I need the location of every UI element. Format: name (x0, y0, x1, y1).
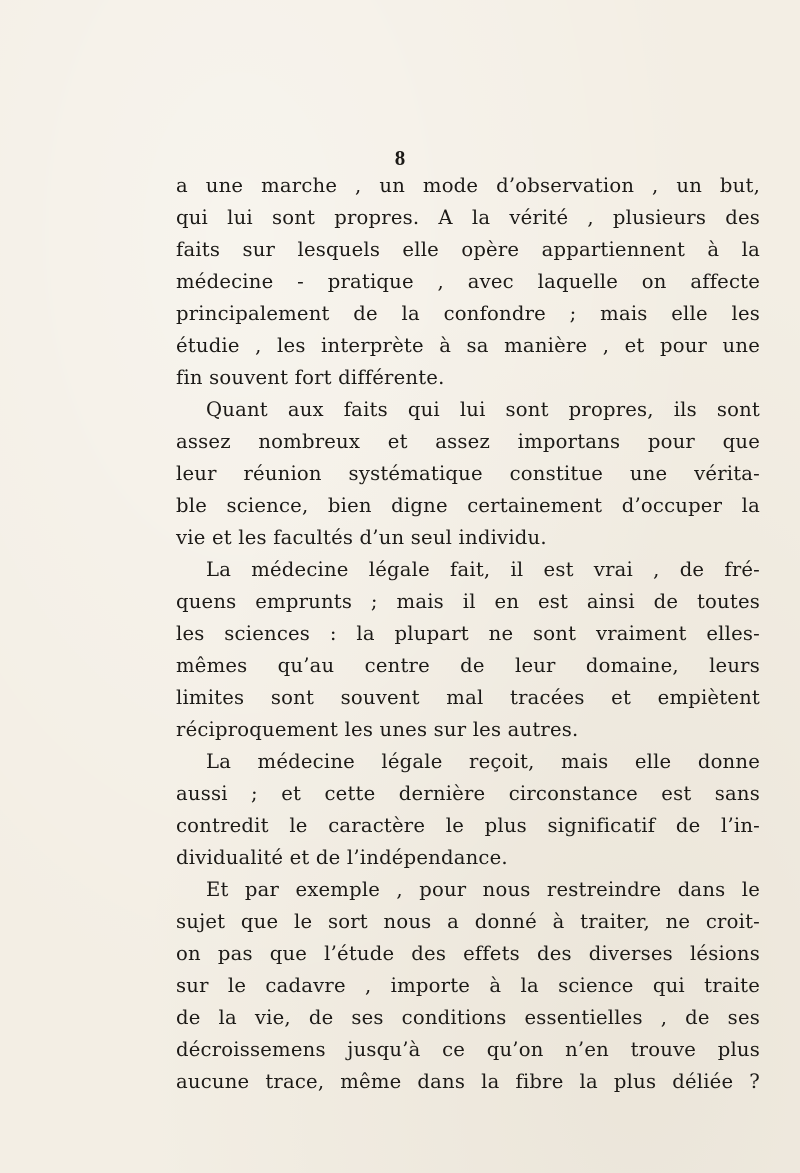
page-number: 8 (394, 146, 406, 170)
text-line: sur le cadavre , importe à la science qui traite (176, 974, 760, 997)
text-line: vie et les facultés d’un seul individu. (176, 526, 547, 549)
text-line: contredit le caractère le plus significatif de l’in- (176, 814, 760, 837)
text-line: faits sur lesquels elle opère appartiennent à la (176, 238, 760, 261)
text-line: on pas que l’étude des effets des diverses lésions (176, 942, 760, 965)
text-line: limites sont souvent mal tracées et empiètent (176, 686, 760, 709)
text-line: leur réunion systématique constitue une vérita- (176, 462, 760, 485)
text-line: étudie , les interprète à sa manière , et pour une (176, 334, 760, 357)
text-line: assez nombreux et assez importans pour que (176, 430, 760, 453)
text-line: les sciences : la plupart ne sont vraiment elles- (176, 622, 760, 645)
text-line: fin souvent fort différente. (176, 366, 445, 389)
text-line: aussi ; et cette dernière circonstance est sans (176, 782, 760, 805)
text-line: La médecine légale fait, il est vrai , de fré- (206, 558, 760, 581)
text-line: mêmes qu’au centre de leur domaine, leurs (176, 654, 760, 677)
text-line: quens emprunts ; mais il en est ainsi de toutes (176, 590, 760, 613)
text-line: réciproquement les unes sur les autres. (176, 718, 579, 741)
text-line: ble science, bien digne certainement d’occuper la (176, 494, 760, 517)
text-line: de la vie, de ses conditions essentielles , de ses (176, 1006, 760, 1029)
text-line: principalement de la confondre ; mais elle les (176, 302, 760, 325)
text-line: dividualité et de l’indépendance. (176, 846, 508, 869)
text-line: médecine - pratique , avec laquelle on affecte (176, 270, 760, 293)
body-text (176, 170, 760, 1098)
text-line: aucune trace, même dans la fibre la plus déliée ? (176, 1070, 760, 1093)
text-line: sujet que le sort nous a donné à traiter, ne croit- (176, 910, 760, 933)
text-line: décroissemens jusqu’à ce qu’on n’en trouve plus (176, 1038, 760, 1061)
text-line: a une marche , un mode d’observation , un but, (176, 174, 760, 197)
text-line: Quant aux faits qui lui sont propres, ils sont (206, 398, 760, 421)
text-line: Et par exemple , pour nous restreindre dans le (206, 878, 760, 901)
text-line: qui lui sont propres. A la vérité , plusieurs des (176, 206, 760, 229)
text-line: La médecine légale reçoit, mais elle donne (206, 750, 760, 773)
